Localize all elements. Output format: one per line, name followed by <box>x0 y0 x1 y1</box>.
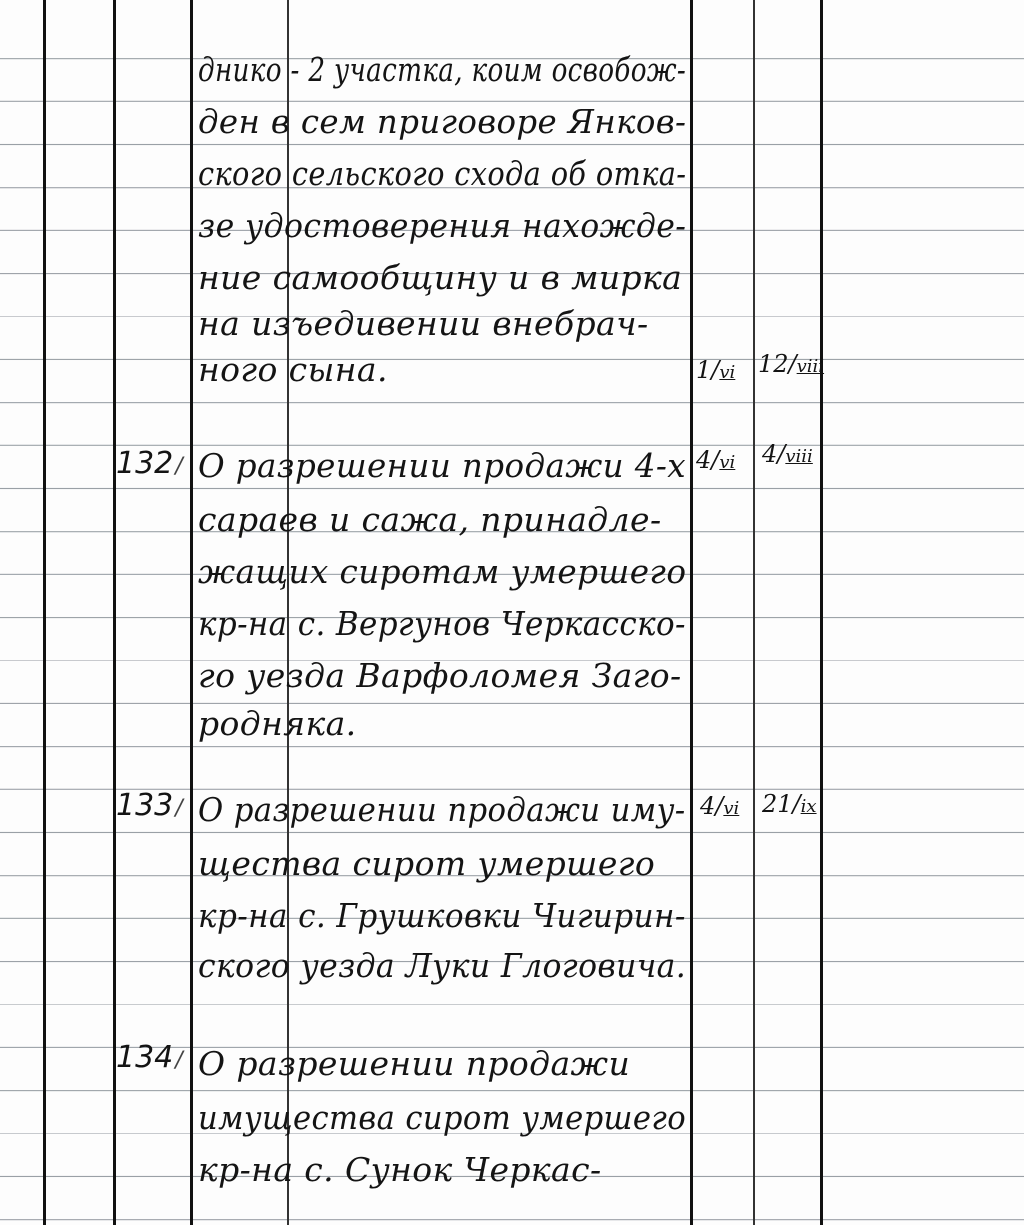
entry-number: 132/ <box>116 446 183 481</box>
entry-text-line: зе удостоверения нахожде- <box>198 206 687 245</box>
entry-text-line: О разрешении продажи иму- <box>198 790 686 829</box>
entry-text-line: О разрешении продажи <box>198 1044 631 1083</box>
entry-number: 133/ <box>116 788 183 823</box>
entry-number: 134/ <box>116 1040 183 1075</box>
entry-text-line: ние самообщину и в мирка <box>198 258 683 297</box>
entry-date-received: 4/vi <box>696 446 736 474</box>
entry-text-line: го уезда Варфоломея Заго- <box>198 656 682 695</box>
entry-date-resolved: 4/viii <box>762 440 813 468</box>
entry-text-line: кр-на с. Грушковки Чигирин- <box>198 896 686 935</box>
entry-text-line: жащих сиротам умершего <box>198 552 687 591</box>
entry-text-line: кр-на с. Сунок Черкас- <box>198 1150 602 1189</box>
entry-text-line: кр-на с. Вергунов Черкасско- <box>198 604 686 643</box>
date-column-line-1 <box>690 0 693 1225</box>
entry-date-received: 4/vi <box>700 792 740 820</box>
entry-date-resolved: 21/ix <box>762 790 817 818</box>
entry-text-line: О разрешении продажи 4-х <box>198 446 686 485</box>
entry-text-line: ного сына. <box>198 350 388 389</box>
entry-text-line: ского уезда Луки Глоговича. <box>198 946 687 985</box>
entry-text-line: днико - 2 участка, коим освобож- <box>198 50 687 89</box>
entry-date-resolved: 12/viii <box>758 350 825 378</box>
entry-text-line: родняка. <box>198 704 357 743</box>
entry-date-received: 1/vi <box>696 356 736 384</box>
entry-text-line: сараев и сажа, принадле- <box>198 500 662 539</box>
entry-text-line: ского сельского схода об отка- <box>198 154 687 193</box>
text-column-line <box>190 0 193 1225</box>
entry-text-line: имущества сирот умершего <box>198 1098 687 1137</box>
entry-text-line: ден в сем приговоре Янков- <box>198 102 687 141</box>
date-column-line-2 <box>753 0 755 1225</box>
left-margin-line <box>43 0 46 1225</box>
entry-text-line: на изъедивении внебрач- <box>198 304 649 343</box>
date-column-line-3 <box>820 0 823 1225</box>
entry-text-line: щества сирот умершего <box>198 844 656 883</box>
